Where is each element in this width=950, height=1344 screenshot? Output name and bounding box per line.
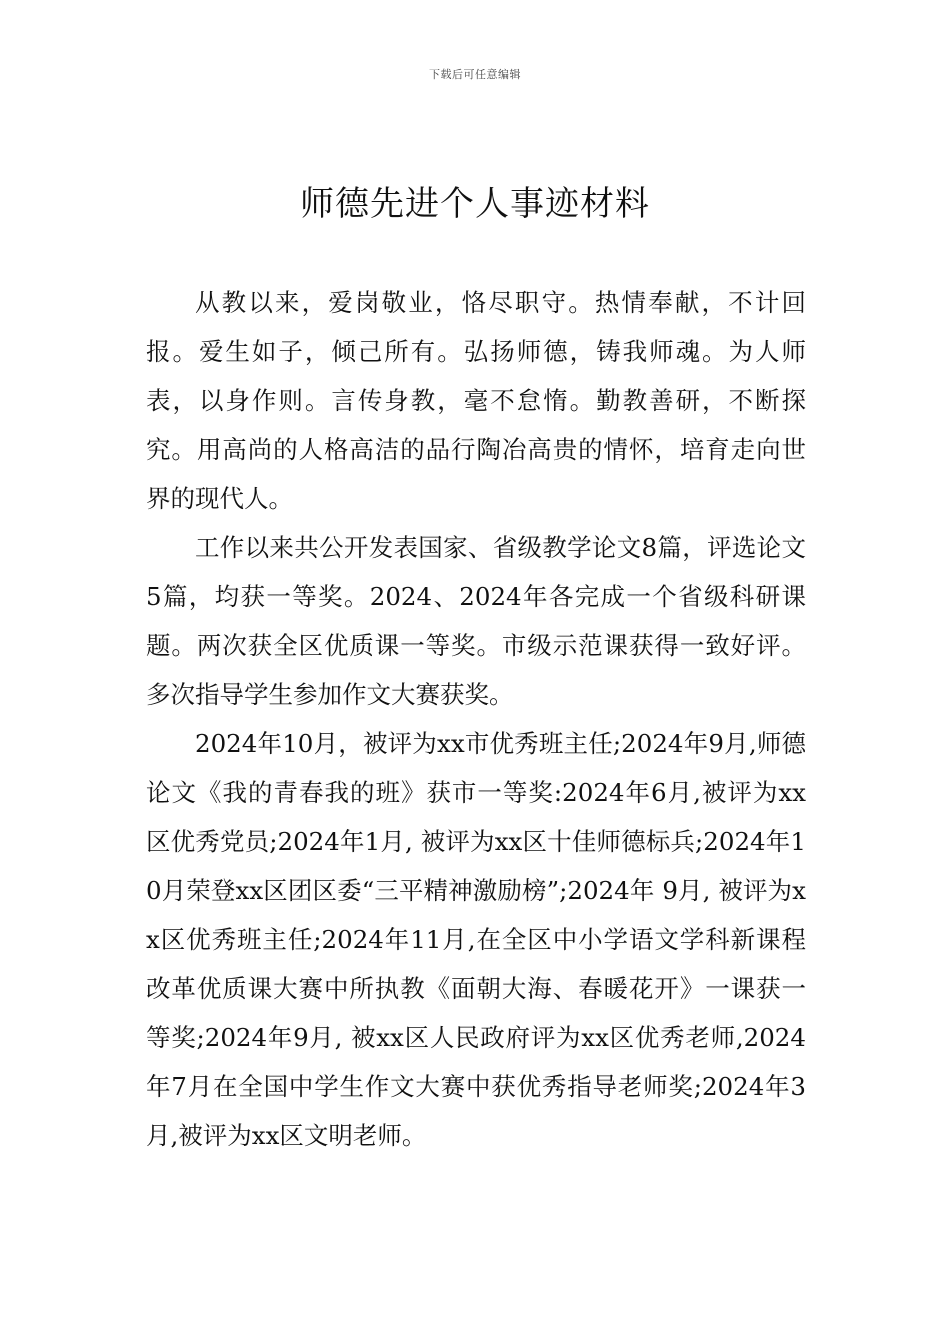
paragraph-2: 工作以来共公开发表国家、省级教学论文8篇，评选论文5篇，均获一等奖。2024、2024年各完成一个省级科研课题。两次获全区优质课一等奖。市级示范课获得一致好评。多次指导学生参加作文大赛获奖。: [146, 533, 806, 709]
paragraph-1: 从教以来，爱岗敬业，恪尽职守。热情奉献，不计回报。爱生如子，倾己所有。弘扬师德，铸我师魂。为人师表，以身作则。言传身教，毫不怠惰。勤教善研，不断探究。用高尚的人格高洁的品行陶冶高贵的情怀，培育走向世界的现代人。: [146, 288, 806, 513]
document-body: [146, 278, 806, 1160]
header-note: 下载后可任意编辑: [429, 68, 521, 81]
document-title: 师德先进个人事迹材料: [300, 184, 650, 224]
paragraph-3: 2024年10月，被评为xx市优秀班主任;2024年9月,师德论文《我的青春我的班》获市一等奖:2024年6月,被评为xx区优秀党员;2024年1月, 被评为xx区十佳师德标兵;2024年10月荣登xx区团区委“三平精神激励榜”;2024年 9月, 被评为xx区优秀班主任;2024年11月,在全区中小学语文学科新课程改革优质课大赛中所执教《面朝大海、春暖花开》一课获一等奖;2024年9月, 被xx区人民政府评为xx区优秀老师,2024年7月在全国中学生作文大赛中获优秀指导老师奖;2024年3月,被评为xx区文明老师。: [146, 729, 806, 1150]
